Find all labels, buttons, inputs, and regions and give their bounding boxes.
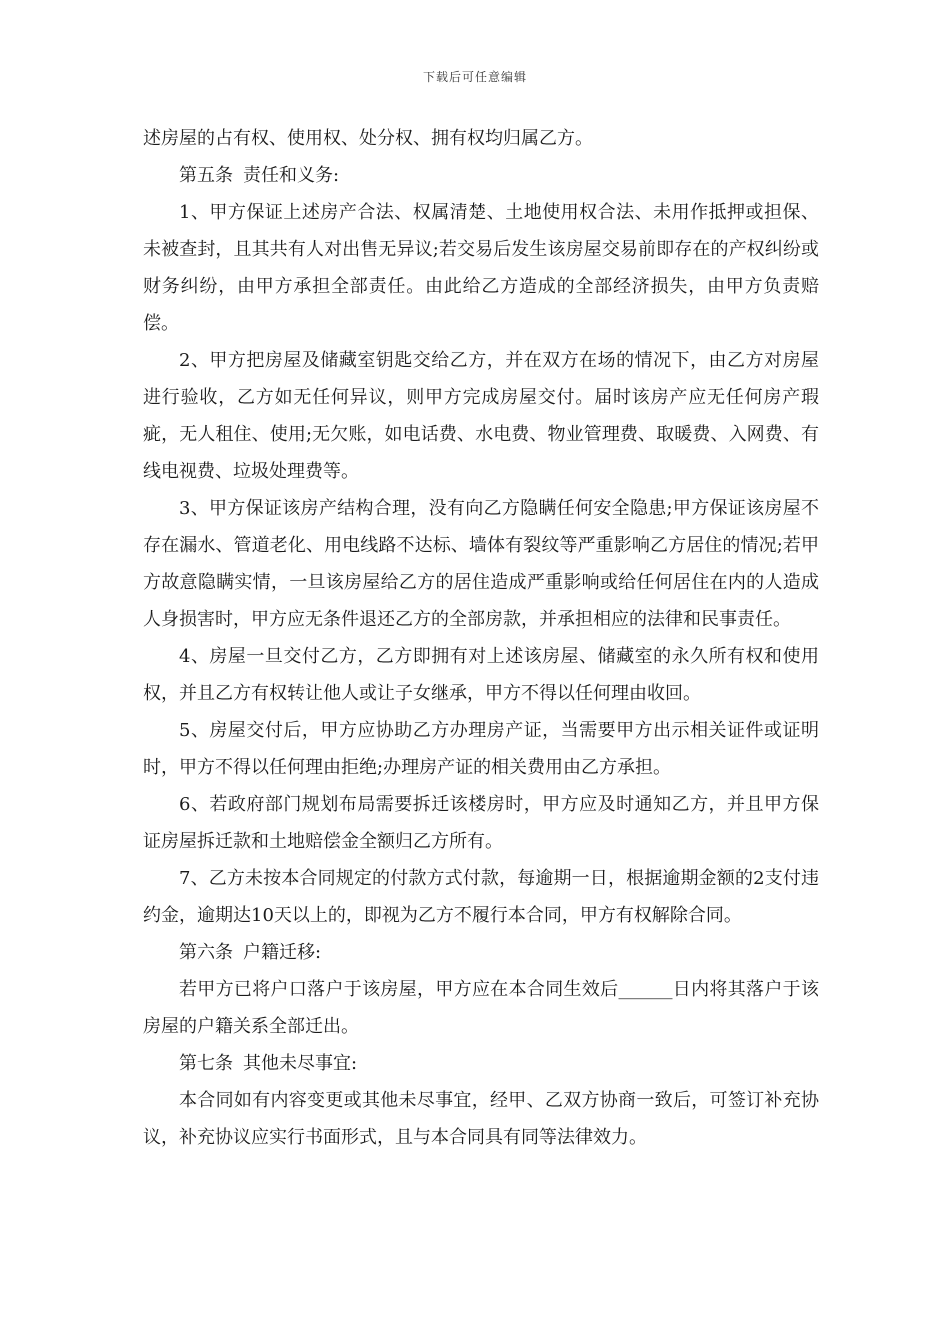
article-5-item-7: 7、乙方未按本合同规定的付款方式付款，每逾期一日，根据逾期金额的2支付违约金，逾期达10天以上的，即视为乙方不履行本合同，甲方有权解除合同。 [143,868,819,926]
article-7-heading [143,1045,819,1082]
article-5-item-1: 1、甲方保证上述房产合法、权属清楚、土地使用权合法、未用作抵押或担保、未被查封，且其共有人对出售无异议;若交易后发生该房屋交易前即存在的产权纠纷或财务纠纷，由甲方承担全部责任。由此给乙方造成的全部经济损失，由甲方负责赔偿。 [143,202,819,334]
document-body [143,120,819,1156]
article-7-text: 本合同如有内容变更或其他未尽事宜，经甲、乙双方协商一致后，可签订补充协议，补充协议应实行书面形式，且与本合同具有同等法律效力。 [143,1090,819,1148]
article-7-title: 其他未尽事宜: [243,1053,358,1074]
article-5-item-2: 2、甲方把房屋及储藏室钥匙交给乙方，并在双方在场的情况下，由乙方对房屋进行验收，乙方如无任何异议，则甲方完成房屋交付。届时该房产应无任何房产瑕疵，无人租住、使用;无欠账，如电话费、水电费、物业管理费、取暖费、入网费、有线电视费、垃圾处理费等。 [143,350,819,482]
article-6-title: 户籍迁移: [243,942,322,963]
article-7-number: 第七条 [179,1053,233,1074]
article-6-text: 若甲方已将户口落户于该房屋，甲方应在本合同生效后______日内将其落户于该房屋的户籍关系全部迁出。 [143,979,819,1037]
article-5-heading [143,157,819,194]
article-5-item-3: 3、甲方保证该房产结构合理，没有向乙方隐瞒任何安全隐患;甲方保证该房屋不存在漏水、管道老化、用电线路不达标、墙体有裂纹等严重影响乙方居住的情况;若甲方故意隐瞒实情，一旦该房屋给乙方的居住造成严重影响或给任何居住在内的人造成人身损害时，甲方应无条件退还乙方的全部房款，并承担相应的法律和民事责任。 [143,498,819,630]
continued-paragraph: 述房屋的占有权、使用权、处分权、拥有权均归属乙方。 [143,128,593,149]
article-5-title: 责任和义务: [243,165,340,186]
article-5-item-6: 6、若政府部门规划布局需要拆迁该楼房时，甲方应及时通知乙方，并且甲方保证房屋拆迁款和土地赔偿金全额归乙方所有。 [143,794,819,852]
article-5-number: 第五条 [179,165,233,186]
article-6-heading [143,934,819,971]
article-5-item-5: 5、房屋交付后，甲方应协助乙方办理房产证，当需要甲方出示相关证件或证明时，甲方不得以任何理由拒绝;办理房产证的相关费用由乙方承担。 [143,720,819,778]
article-6-number: 第六条 [179,942,233,963]
article-5-item-4: 4、房屋一旦交付乙方，乙方即拥有对上述该房屋、储藏室的永久所有权和使用权，并且乙方有权转让他人或让子女继承，甲方不得以任何理由收回。 [143,646,819,704]
page-header-note: 下载后可任意编辑 [422,70,527,84]
